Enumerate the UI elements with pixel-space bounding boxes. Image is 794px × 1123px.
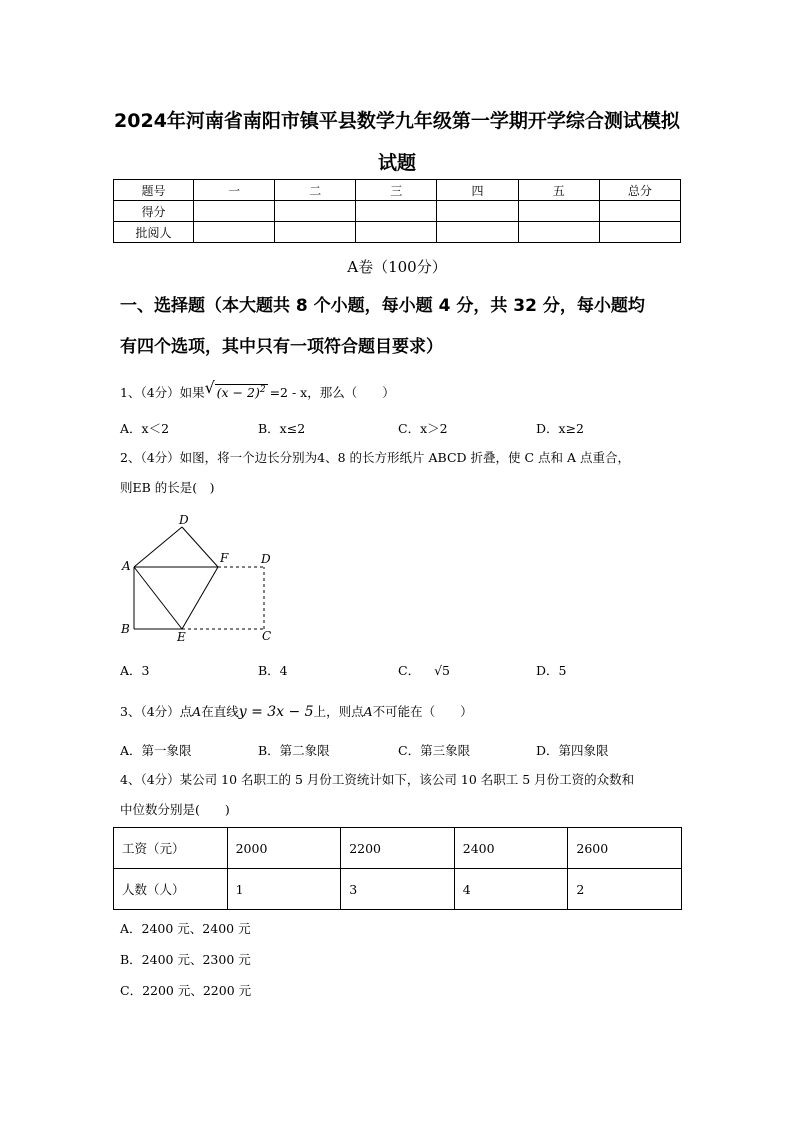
- question-4-line-1: 4、（4分）某公司 10 名职工的 5 月份工资统计如下，该公司 10 名职工 5 月份工资的众数和: [120, 772, 635, 787]
- score-header-cell: 一: [194, 180, 275, 201]
- q1-option-d[interactable]: D．x≥2: [536, 421, 584, 436]
- score-table: [113, 179, 681, 243]
- question-2: [120, 443, 690, 503]
- score-cell: [599, 201, 680, 222]
- paper-section-label: A卷（100分）: [347, 258, 447, 276]
- score-cell: [518, 201, 599, 222]
- q1-option-b[interactable]: B．x≤2: [258, 421, 306, 436]
- reviewer-cell: [599, 222, 680, 243]
- q3-option-a[interactable]: A．第一象限: [120, 743, 192, 758]
- q3-option-d[interactable]: D．第四象限: [536, 743, 609, 758]
- score-cell: [356, 201, 437, 222]
- question-4-line-2: 中位数分别是( ): [120, 802, 230, 817]
- reviewer-row-label: 批阅人: [114, 222, 194, 243]
- radical-sign-icon: √: [204, 378, 215, 397]
- table-cell: 2: [568, 869, 682, 910]
- line-equation: y = 3x − 5: [238, 704, 314, 720]
- score-cell: [437, 201, 518, 222]
- fold-figure: [110, 505, 290, 645]
- section-heading: [120, 286, 690, 368]
- score-row-label: 得分: [114, 201, 194, 222]
- question-1: [120, 375, 690, 408]
- question-3-prefix: 3、（4分）点: [120, 704, 193, 719]
- reviewer-cell: [356, 222, 437, 243]
- exponent: 2: [259, 385, 266, 395]
- salary-table: [113, 827, 682, 910]
- page-title-line-1: 2024年河南省南阳市镇平县数学九年级第一学期开学综合测试模拟: [114, 110, 680, 132]
- question-4: [120, 765, 690, 825]
- label-b: B: [121, 622, 130, 636]
- score-header-cell: 四: [437, 180, 518, 201]
- reviewer-cell: [518, 222, 599, 243]
- q2-option-c[interactable]: C． √5: [398, 663, 450, 678]
- segment-ef-fold: [182, 567, 218, 629]
- label-e: E: [177, 630, 186, 644]
- q3-option-c[interactable]: C．第三象限: [398, 743, 471, 758]
- question-3-suffix: 不可能在（ ）: [372, 704, 473, 719]
- question-3: [120, 697, 690, 727]
- question-1-prefix: 1、（4分）如果: [120, 385, 205, 401]
- q1-option-c[interactable]: C．x＞2: [398, 421, 448, 436]
- q2-option-b[interactable]: B．4: [258, 663, 288, 678]
- segment-df-folded: [182, 527, 218, 567]
- count-row: [114, 869, 682, 910]
- score-row: [114, 201, 681, 222]
- score-header-cell: 五: [518, 180, 599, 201]
- radical-sqrt5: √5: [434, 663, 450, 678]
- score-header-cell: 总分: [599, 180, 680, 201]
- question-2-line-2: 则EB 的长是( ): [120, 480, 215, 495]
- q2-option-d[interactable]: D．5: [536, 663, 567, 678]
- label-f: F: [220, 551, 229, 565]
- table-cell: 人数（人）: [114, 869, 228, 910]
- reviewer-cell: [437, 222, 518, 243]
- salary-row: [114, 828, 682, 869]
- sqrt-expression: [205, 375, 268, 408]
- reviewer-cell: [194, 222, 275, 243]
- table-cell: 2200: [341, 828, 455, 869]
- table-cell: 3: [341, 869, 455, 910]
- table-cell: 1: [227, 869, 341, 910]
- page-title-line-2: 试题: [377, 152, 416, 174]
- table-cell: 2000: [227, 828, 341, 869]
- segment-ad-folded: [134, 527, 182, 567]
- table-cell: 4: [454, 869, 568, 910]
- table-cell: 2600: [568, 828, 682, 869]
- section-heading-line-1: 一、选择题（本大题共 8 个小题，每小题 4 分，共 32 分，每小题均: [120, 296, 645, 316]
- q4-option-a[interactable]: A．2400 元、2400 元: [120, 921, 251, 936]
- section-heading-line-2: 有四个选项，其中只有一项符合题目要求）: [120, 337, 443, 357]
- score-cell: [194, 201, 275, 222]
- question-3-mid2: 上，则点: [313, 704, 364, 719]
- point-a: A: [192, 704, 202, 719]
- label-c: C: [262, 629, 272, 643]
- q1-option-a[interactable]: A．x＜2: [120, 421, 170, 436]
- point-a-2: A: [363, 704, 373, 719]
- score-header-cell: 题号: [114, 180, 194, 201]
- q4-option-b[interactable]: B．2400 元、2300 元: [120, 952, 251, 967]
- q2-option-a[interactable]: A．3: [120, 663, 150, 678]
- label-a: A: [122, 559, 131, 573]
- table-cell: 2400: [454, 828, 568, 869]
- score-header-cell: 二: [275, 180, 356, 201]
- label-d-right: D: [261, 552, 271, 566]
- question-2-line-1: 2、（4分）如图，将一个边长分别为4、8 的长方形纸片 ABCD 折叠，使 C 点和 A 点重合，: [120, 450, 630, 465]
- segment-ae: [134, 567, 182, 629]
- table-cell: 工资（元）: [114, 828, 228, 869]
- question-3-mid: 在直线: [201, 704, 239, 719]
- q3-option-b[interactable]: B．第二象限: [258, 743, 330, 758]
- question-1-suffix: =2 - x，那么（ ）: [269, 385, 395, 401]
- q4-option-c[interactable]: C．2200 元、2200 元: [120, 983, 252, 998]
- score-header-cell: 三: [356, 180, 437, 201]
- radicand: $(x - 2)^2$: [216, 385, 266, 401]
- reviewer-cell: [275, 222, 356, 243]
- score-cell: [275, 201, 356, 222]
- score-table-header-row: [114, 180, 681, 201]
- label-d-top: D: [179, 513, 189, 527]
- reviewer-row: [114, 222, 681, 243]
